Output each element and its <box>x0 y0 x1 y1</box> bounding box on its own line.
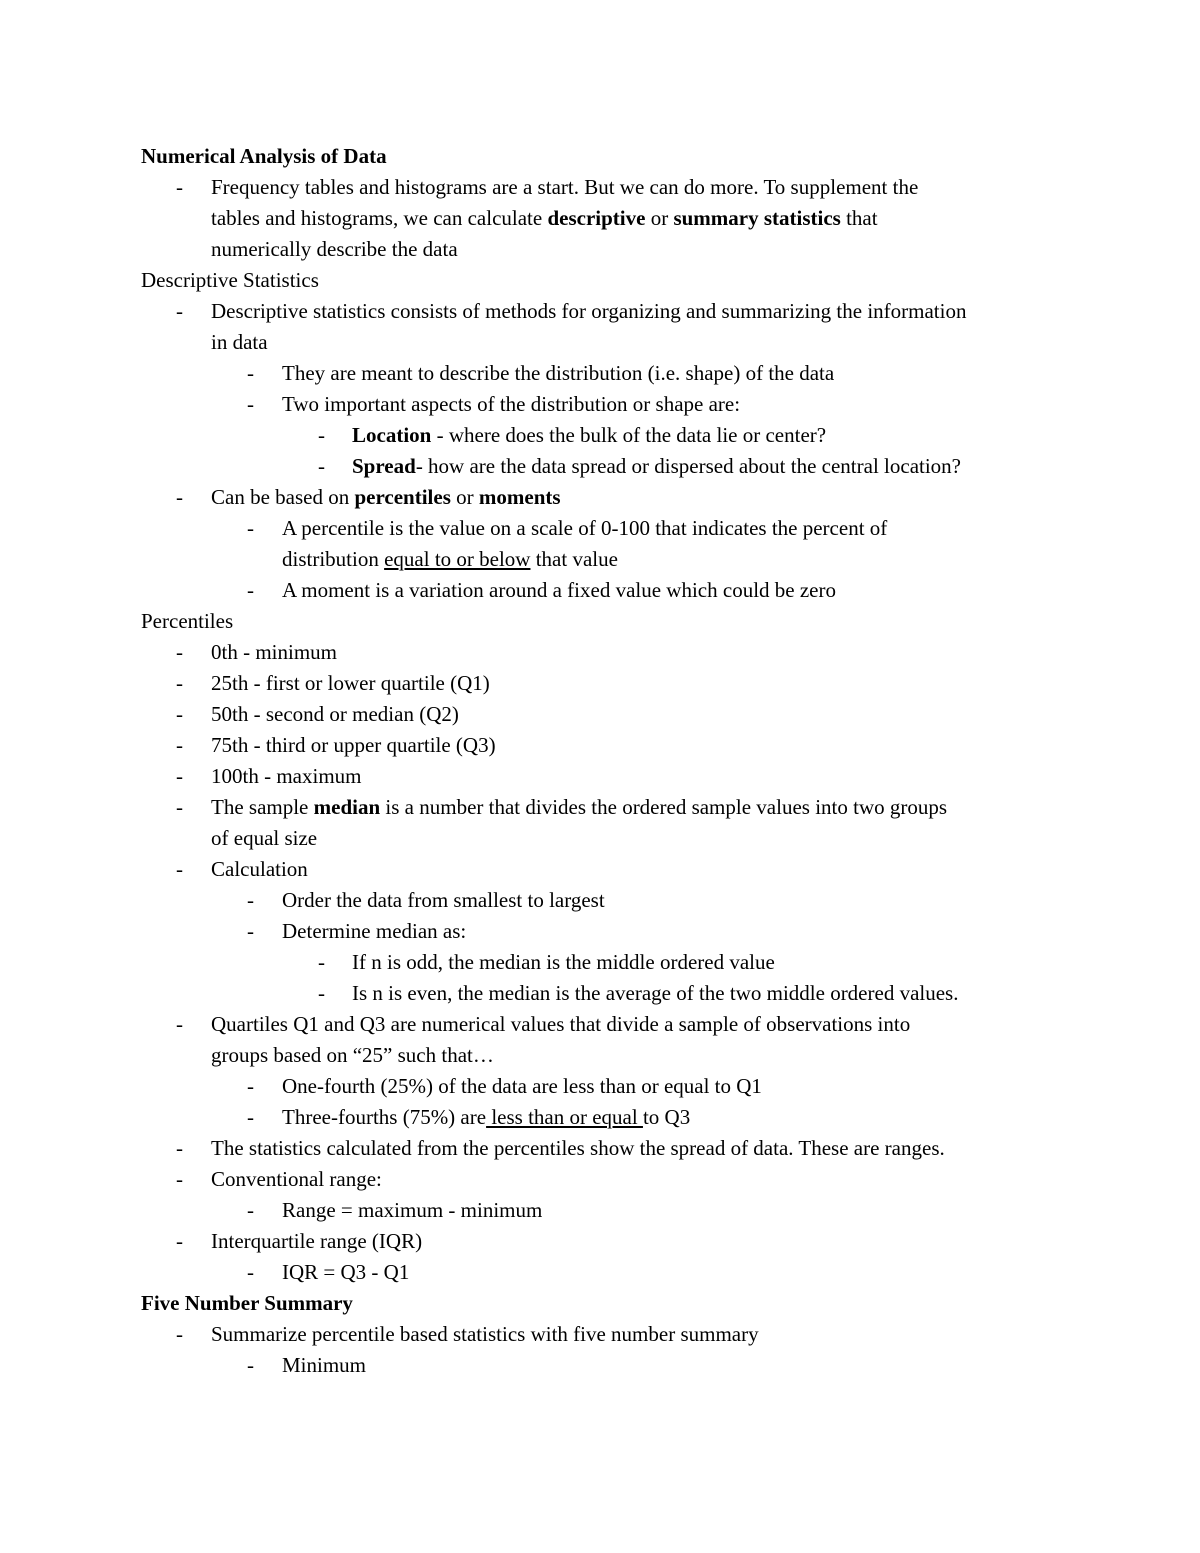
bullet-dash: - <box>247 392 254 416</box>
bullet-dash: - <box>176 733 183 757</box>
text-run: Can be based on <box>211 485 355 509</box>
bullet-text: IQR = Q3 - Q1 <box>282 1260 410 1284</box>
heading-text: Descriptive Statistics <box>141 268 319 292</box>
bullet-text: A percentile is the value on a scale of 0-100 that indicates the percent of <box>282 516 888 540</box>
text-run: tables and histograms, we can calculate <box>211 206 548 230</box>
bullet-dash: - <box>247 919 254 943</box>
bullet-text: 0th - minimum <box>211 640 337 664</box>
bullet-dash: - <box>176 299 183 323</box>
bullet-continuation <box>0 544 1200 575</box>
bullet-item <box>0 792 1200 823</box>
bullet-dash: - <box>176 485 183 509</box>
bullet-item <box>0 637 1200 668</box>
bullet-text: 25th - first or lower quartile (Q1) <box>211 671 490 695</box>
bullet-dash: - <box>176 671 183 695</box>
bullet-text: Range = maximum - minimum <box>282 1198 543 1222</box>
bullet-dash: - <box>247 888 254 912</box>
bullet-dash: - <box>247 361 254 385</box>
heading-descriptive-statistics <box>0 265 1200 296</box>
bullet-continuation <box>0 1040 1200 1071</box>
text-run: to Q3 <box>642 1105 691 1129</box>
bullet-item <box>0 761 1200 792</box>
bullet-text: Two important aspects of the distribution or shape are: <box>282 392 741 416</box>
heading-text: Numerical Analysis of Data <box>141 144 387 168</box>
bullet-dash: - <box>247 578 254 602</box>
bullet-dash: - <box>247 516 254 540</box>
bold-term-descriptive: descriptive <box>547 206 646 230</box>
bold-term-summary-statistics: summary statistics <box>673 206 841 230</box>
bullet-text: groups based on “25” such that… <box>211 1043 494 1067</box>
bullet-item <box>0 854 1200 885</box>
bullet-continuation <box>0 823 1200 854</box>
bullet-item <box>0 916 1200 947</box>
bullet-text: Calculation <box>211 857 308 881</box>
bullet-item <box>0 513 1200 544</box>
underlined-phrase: equal to or below <box>384 547 531 571</box>
bullet-item <box>0 1071 1200 1102</box>
bullet-item <box>0 172 1200 203</box>
bullet-item <box>0 1164 1200 1195</box>
text-run: - how are the data spread or dispersed about the central location? <box>415 454 962 478</box>
heading-percentiles <box>0 606 1200 637</box>
bold-term-percentiles: percentiles <box>354 485 451 509</box>
bullet-item <box>0 978 1200 1009</box>
bold-term-spread: Spread <box>352 454 416 478</box>
bullet-item <box>0 451 1200 482</box>
document-page <box>0 141 1200 1381</box>
bold-term-moments: moments <box>478 485 561 509</box>
bullet-text: Is n is even, the median is the average of the two middle ordered values. <box>352 981 959 1005</box>
bullet-text: Summarize percentile based statistics with five number summary <box>211 1322 759 1346</box>
bullet-dash: - <box>176 640 183 664</box>
bullet-dash: - <box>247 1353 254 1377</box>
bullet-dash: - <box>318 423 325 447</box>
underlined-phrase: less than or equal <box>486 1105 643 1129</box>
bullet-dash: - <box>176 702 183 726</box>
bullet-dash: - <box>176 1012 183 1036</box>
bold-term-median: median <box>313 795 381 819</box>
bullet-item <box>0 1226 1200 1257</box>
bullet-item <box>0 1350 1200 1381</box>
bullet-text: The statistics calculated from the percentiles show the spread of data. These are ranges. <box>211 1136 945 1160</box>
bullet-text: Minimum <box>282 1353 367 1377</box>
bullet-dash: - <box>318 950 325 974</box>
bullet-text: in data <box>211 330 268 354</box>
bullet-continuation <box>0 234 1200 265</box>
bullet-text: They are meant to describe the distribution (i.e. shape) of the data <box>282 361 835 385</box>
bullet-dash: - <box>318 981 325 1005</box>
text-run: that value <box>530 547 618 571</box>
bullet-text: Interquartile range (IQR) <box>211 1229 423 1253</box>
bullet-item <box>0 885 1200 916</box>
bullet-text: 100th - maximum <box>211 764 362 788</box>
heading-text: Percentiles <box>141 609 234 633</box>
bullet-item <box>0 1133 1200 1164</box>
bullet-dash: - <box>176 1167 183 1191</box>
bullet-item <box>0 389 1200 420</box>
text-run: or <box>450 485 479 509</box>
bullet-dash: - <box>176 857 183 881</box>
text-run: Three-fourths (75%) are <box>282 1105 487 1129</box>
bullet-dash: - <box>176 764 183 788</box>
bullet-item <box>0 358 1200 389</box>
bullet-item <box>0 730 1200 761</box>
text-run: The sample <box>211 795 314 819</box>
bullet-dash: - <box>176 1229 183 1253</box>
bullet-dash: - <box>318 454 325 478</box>
bullet-dash: - <box>176 1136 183 1160</box>
text-run: is a number that divides the ordered sample values into two groups <box>380 795 948 819</box>
heading-numerical-analysis <box>0 141 1200 172</box>
bold-term-location: Location <box>352 423 432 447</box>
bullet-continuation <box>0 203 1200 234</box>
bullet-item <box>0 668 1200 699</box>
text-run: - where does the bulk of the data lie or center? <box>431 423 827 447</box>
bullet-dash: - <box>247 1105 254 1129</box>
bullet-item <box>0 1009 1200 1040</box>
bullet-text: Conventional range: <box>211 1167 382 1191</box>
bullet-item <box>0 296 1200 327</box>
bullet-item <box>0 1257 1200 1288</box>
bullet-text: numerically describe the data <box>211 237 458 261</box>
bullet-dash: - <box>176 795 183 819</box>
bullet-continuation <box>0 327 1200 358</box>
bullet-text: Descriptive statistics consists of methods for organizing and summarizing the information <box>211 299 967 323</box>
text-run: distribution <box>282 547 385 571</box>
bullet-text: A moment is a variation around a fixed value which could be zero <box>282 578 836 602</box>
bullet-text: 50th - second or median (Q2) <box>211 702 459 726</box>
bullet-text: 75th - third or upper quartile (Q3) <box>211 733 496 757</box>
bullet-item <box>0 1195 1200 1226</box>
bullet-text: of equal size <box>211 826 318 850</box>
heading-five-number-summary <box>0 1288 1200 1319</box>
bullet-dash: - <box>247 1198 254 1222</box>
bullet-dash: - <box>176 175 183 199</box>
bullet-item <box>0 947 1200 978</box>
bullet-dash: - <box>247 1260 254 1284</box>
text-run: that <box>840 206 878 230</box>
bullet-text: Frequency tables and histograms are a start. But we can do more. To supplement the <box>211 175 919 199</box>
text-run: or <box>645 206 674 230</box>
bullet-item <box>0 420 1200 451</box>
bullet-text: One-fourth (25%) of the data are less than or equal to Q1 <box>282 1074 762 1098</box>
bullet-dash: - <box>176 1322 183 1346</box>
bullet-text: Order the data from smallest to largest <box>282 888 605 912</box>
heading-text: Five Number Summary <box>141 1291 353 1315</box>
bullet-dash: - <box>247 1074 254 1098</box>
bullet-item <box>0 1102 1200 1133</box>
bullet-text: If n is odd, the median is the middle ordered value <box>352 950 775 974</box>
bullet-text: Determine median as: <box>282 919 467 943</box>
bullet-item <box>0 482 1200 513</box>
bullet-item <box>0 575 1200 606</box>
bullet-item <box>0 1319 1200 1350</box>
bullet-item <box>0 699 1200 730</box>
bullet-text: Quartiles Q1 and Q3 are numerical values that divide a sample of observations into <box>211 1012 911 1036</box>
